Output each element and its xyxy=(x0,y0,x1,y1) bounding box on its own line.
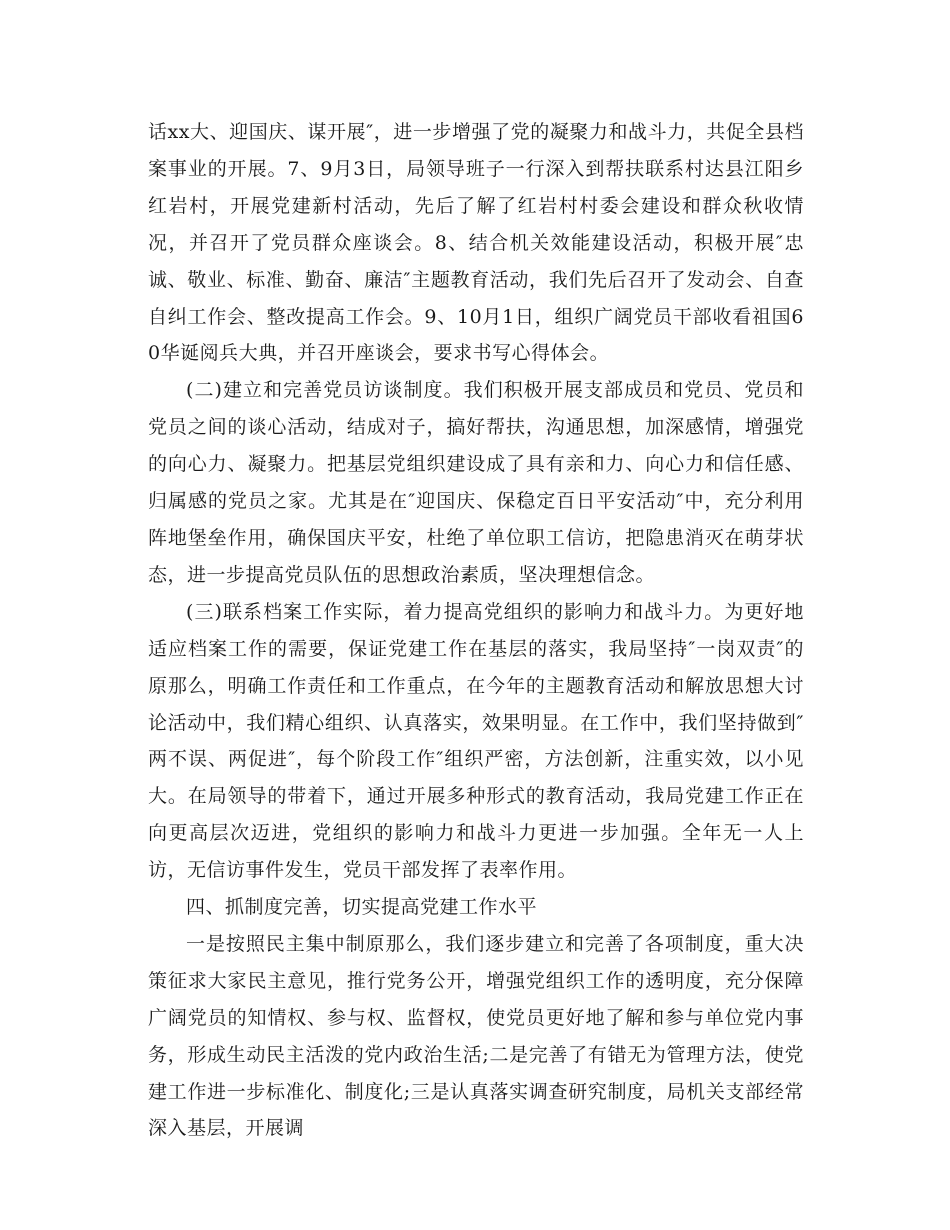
section-heading-4: 四、抓制度完善，切实提高党建工作水平 xyxy=(186,896,538,919)
paragraph-section-3: (三)联系档案工作实际，着力提高党组织的影响力和战斗力。为更好地适应档案工作的需要，保证党建工作在基层的落实，我局坚持″一岗双责″的原那么，明确工作责任和工作重点，在今年的主题教育活动和解放思想大讨论活动中，我们精心组织、认真落实，效果明显。在工作中，我们坚持做到″两不误、两促进″，每个阶段工作″组织严密，方法创新，注重实效，以小见大。在局领导的带着下，通过开展多种形式的教育活动，我局党建工作正在向更高层次迈进，党组织的影响力和战斗力更进一步加强。全年无一人上访，无信访事件发生，党员干部发挥了表率作用。 xyxy=(148,600,804,882)
document-body xyxy=(148,114,804,1147)
paragraph-continuation: 话xx大、迎国庆、谋开展″，进一步增强了党的凝聚力和战斗力，共促全县档案事业的开展。7、9月3日，局领导班子一行深入到帮扶联系村达县江阳乡红岩村，开展党建新村活动，先后了解了红岩村村委会建设和群众秋收情况，并召开了党员群众座谈会。8、结合机关效能建设活动，积极开展″忠诚、敬业、标准、勤奋、廉洁″主题教育活动，我们先后召开了发动会、自查自纠工作会、整改提高工作会。9、10月1日，组织广阔党员干部收看祖国60华诞阅兵大典，并召开座谈会，要求书写心得体会。 xyxy=(148,121,804,365)
paragraph-section-4-body: 一是按照民主集中制原那么，我们逐步建立和完善了各项制度，重大决策征求大家民主意见，推行党务公开，增强党组织工作的透明度，充分保障广阔党员的知情权、参与权、监督权，使党员更好地了解和参与单位党内事务，形成生动民主活泼的党内政治生活;二是完善了有错无为管理方法，使党建工作进一步标准化、制度化;三是认真落实调查研究制度，局机关支部经常深入基层，开展调 xyxy=(148,932,804,1140)
paragraph-section-2: (二)建立和完善党员访谈制度。我们积极开展支部成员和党员、党员和党员之间的谈心活动，结成对子，搞好帮扶，沟通思想，加深感情，增强党的向心力、凝聚力。把基层党组织建设成了具有亲和力、向心力和信任感、归属感的党员之家。尤其是在″迎国庆、保稳定百日平安活动″中，充分利用阵地堡垒作用，确保国庆平安，杜绝了单位职工信访，把隐患消灭在萌芽状态，进一步提高党员队伍的思想政治素质，坚决理想信念。 xyxy=(148,379,804,586)
